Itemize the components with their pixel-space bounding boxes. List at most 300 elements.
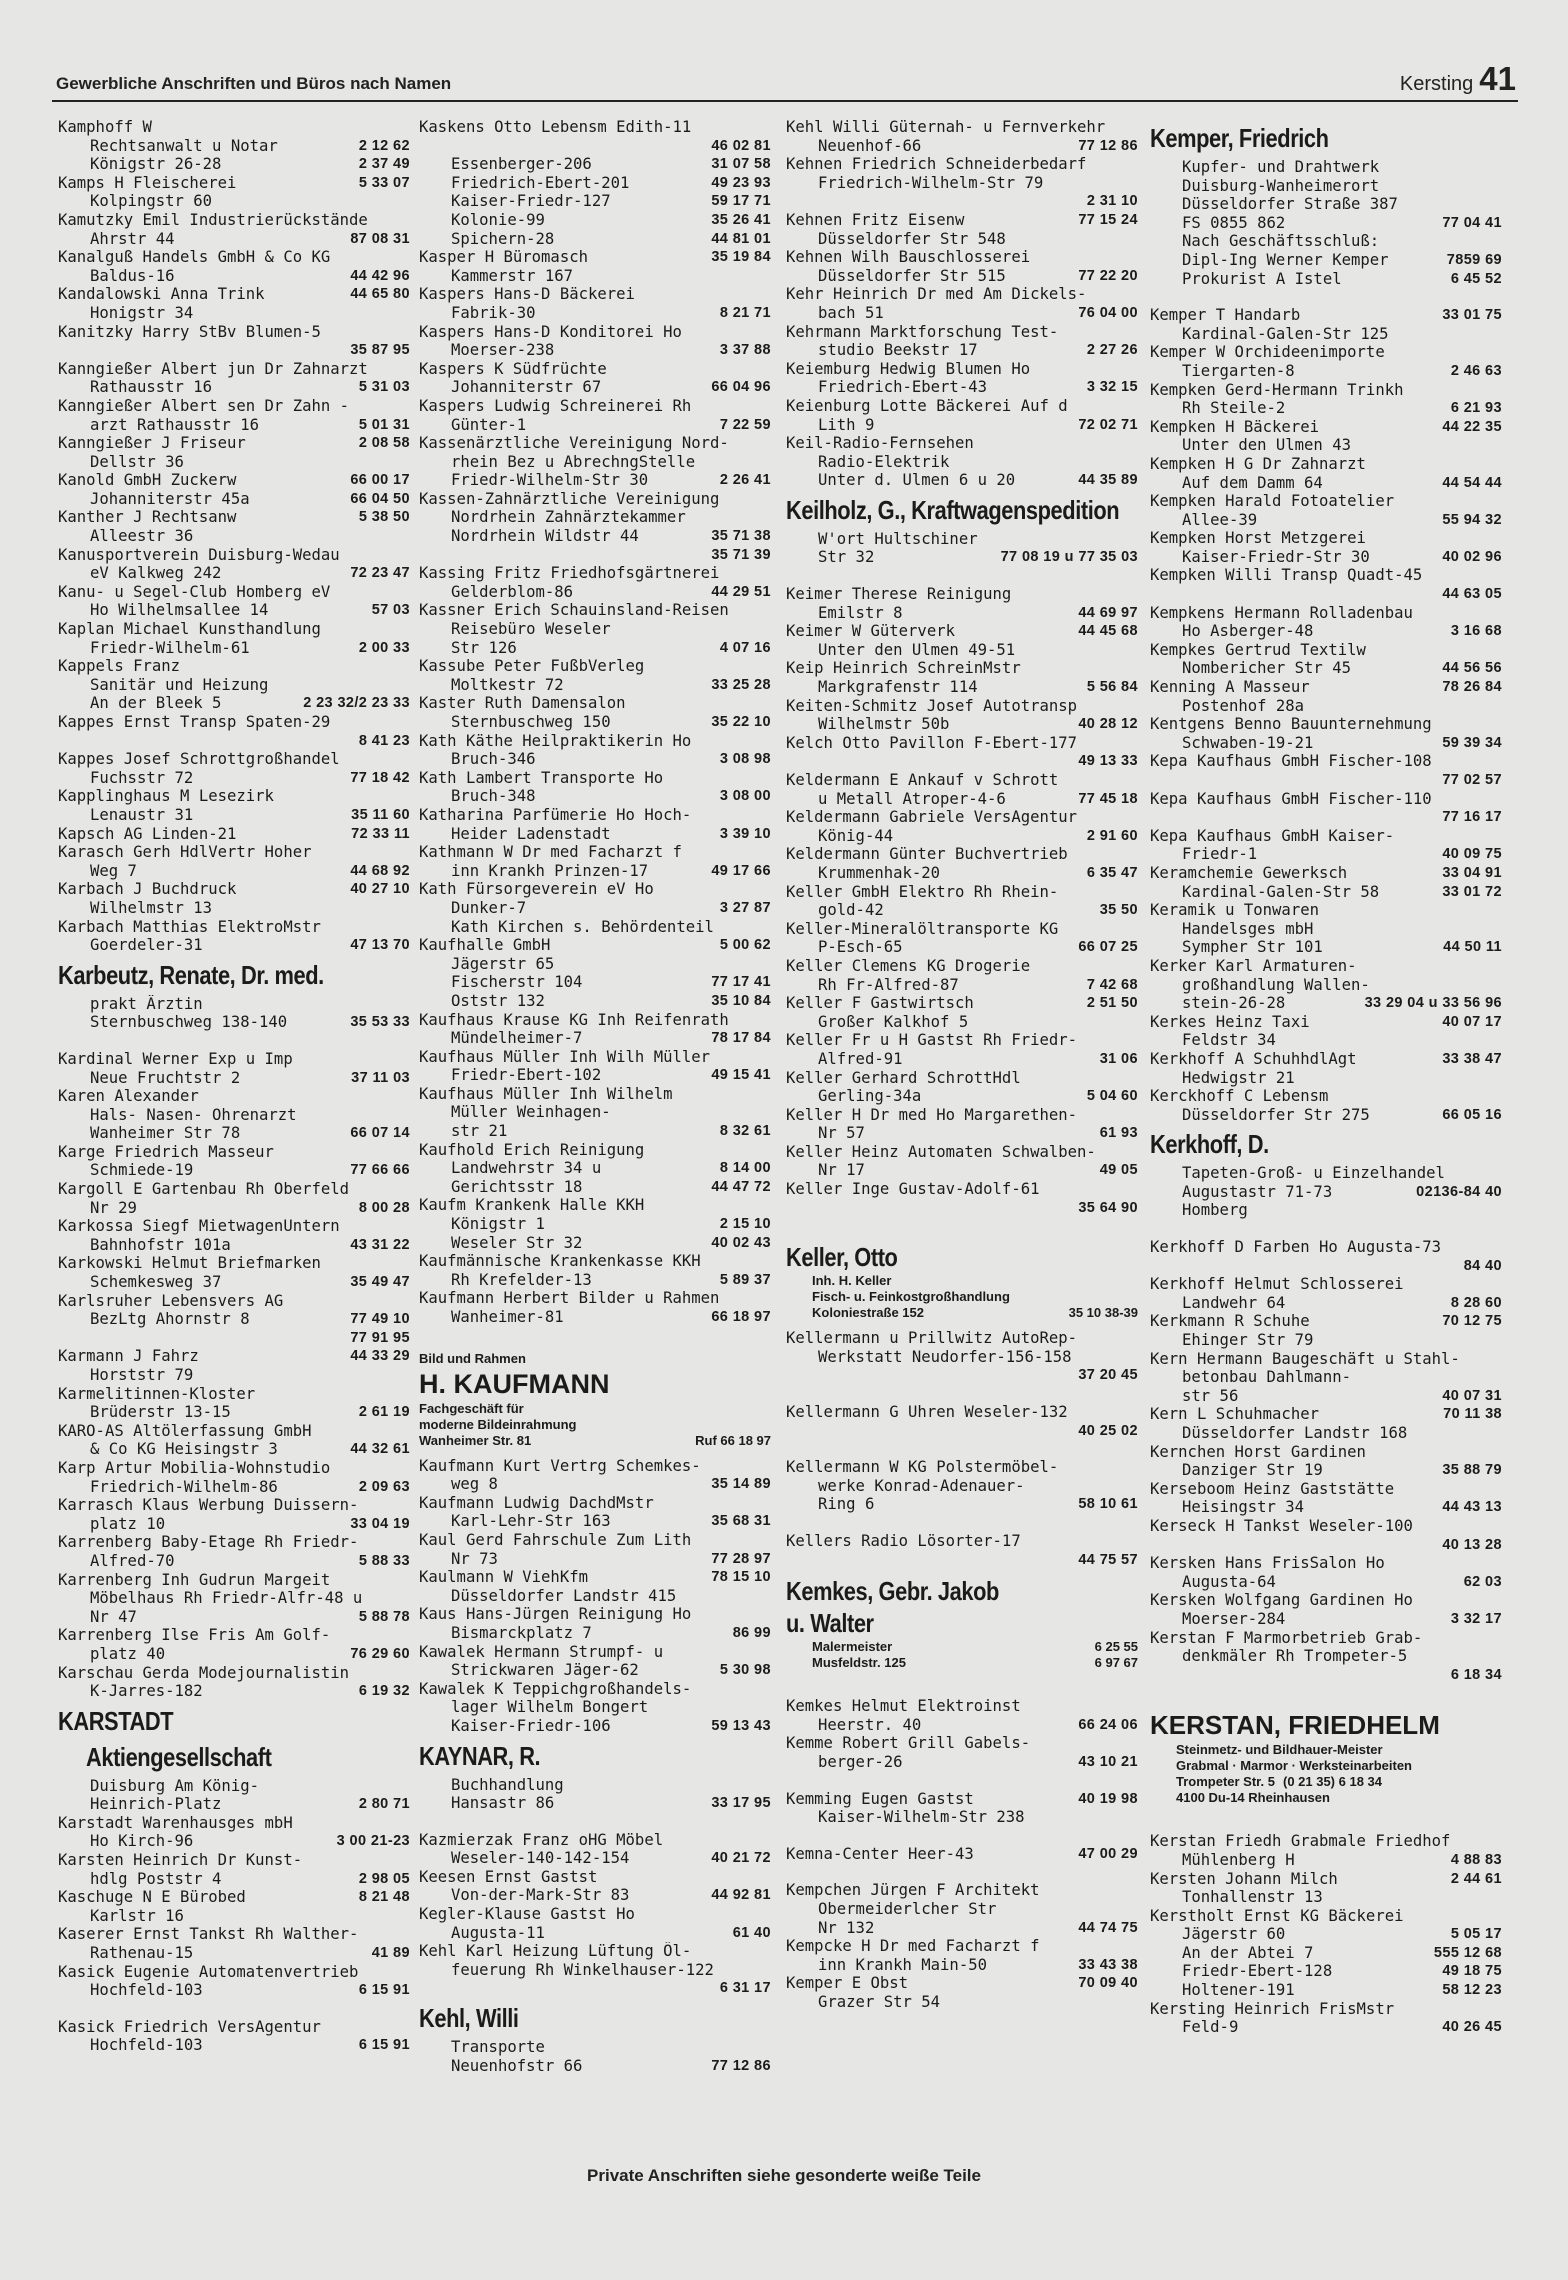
listing-text: Kasick Friedrich VersAgentur <box>58 2017 321 2036</box>
listing-entry <box>419 323 771 360</box>
listing-line <box>1150 1013 1502 1032</box>
listing-line <box>58 1199 410 1218</box>
spacer <box>1150 288 1502 306</box>
listing-line <box>419 1942 771 1961</box>
listing-text: Karl-Lehr-Str 163 <box>451 1512 611 1531</box>
listing-line <box>1150 1031 1502 1050</box>
listing-line <box>786 1919 1138 1938</box>
listing-entry <box>786 248 1138 285</box>
listing-text: Friedr-1 <box>1182 845 1258 864</box>
listing-line <box>419 750 771 769</box>
listing-text: Keller Fr u H Gastst Rh Friedr- <box>786 1031 1078 1050</box>
listing-text: Kaschuge N E Bürobed <box>58 1888 246 1907</box>
phone-number: 40 27 10 <box>350 881 410 898</box>
listing-text: Kemper T Handarb <box>1150 306 1301 325</box>
phone-number: 7859 69 <box>1446 251 1502 268</box>
listing-entry <box>1150 1238 1502 1275</box>
phone-number: 40 07 17 <box>1442 1013 1502 1030</box>
phone-number: 2 80 71 <box>358 1796 410 1813</box>
listing-text: Krummenhak-20 <box>818 863 941 882</box>
listing-line <box>419 1141 771 1160</box>
phone-number: 44 75 57 <box>1078 1551 1138 1568</box>
phone-number: 78 15 10 <box>711 1569 771 1586</box>
listing-text: Kellers Radio Lösorter-17 <box>786 1532 1021 1550</box>
column-3 <box>786 118 1138 2012</box>
listing-line <box>1150 1294 1502 1313</box>
phone-number: 59 39 34 <box>1442 734 1502 751</box>
listing-entry <box>58 750 410 787</box>
listing-line <box>58 1403 410 1422</box>
listing-text: Müller Weinhagen- <box>451 1103 611 1122</box>
listing-line <box>786 304 1138 323</box>
listing-text: Tonhallenstr 13 <box>1182 1888 1323 1907</box>
listing-line <box>58 713 410 732</box>
listing-line <box>58 285 410 304</box>
listing-text: Kamps H Fleischerei <box>58 173 237 192</box>
listing-text: Kassube Peter FußbVerleg <box>419 657 645 676</box>
listing-entry <box>1150 1907 1502 2000</box>
listing-line <box>786 548 1138 567</box>
listing-entry <box>786 155 1138 211</box>
listing-text <box>419 137 705 156</box>
listing-line <box>786 790 1138 809</box>
listing-line <box>419 843 771 862</box>
listing-entry <box>786 434 1138 490</box>
listing-entry <box>1150 1480 1502 1517</box>
listing-line <box>58 1310 410 1329</box>
listing-text: Keip Heinrich SchreinMstr <box>786 659 1021 678</box>
listing-entry <box>58 620 410 657</box>
listing-line <box>58 1814 410 1833</box>
listing-text: Brüderstr 13-15 <box>90 1403 231 1422</box>
listing-line <box>1150 771 1502 790</box>
listing-text: Kathmann W Dr med Facharzt f <box>419 843 682 862</box>
listing-text: Kawalek K Teppichgroßhandels- <box>419 1679 692 1698</box>
listing-text: Karasch Gerh HdlVertr Hoher <box>58 843 312 862</box>
advert-keller <box>786 1241 1138 1321</box>
listing-entry <box>1150 1013 1502 1050</box>
listing-line <box>58 1777 410 1796</box>
listing-text: Ho Wilhelmsallee 14 <box>90 601 269 620</box>
listing-text: Keimer Therese Reinigung <box>786 585 1012 604</box>
listing-line <box>1150 864 1502 883</box>
phone-number: 66 04 50 <box>350 490 410 507</box>
listing-text: Düsseldorfer Landstr 415 <box>451 1586 677 1605</box>
listing-line <box>419 471 771 490</box>
listing-text: Fuchsstr 72 <box>90 768 194 787</box>
header-section-title: Gewerbliche Anschriften und Büros nach Namen <box>56 74 452 93</box>
listing-text: Heisingstr 34 <box>1182 1498 1305 1517</box>
listing-line <box>786 155 1138 174</box>
listing-text: Lith 9 <box>818 415 875 434</box>
listing-line <box>786 137 1138 156</box>
listing-line <box>1150 1312 1502 1331</box>
listing-text: Mündelheimer-7 <box>451 1029 583 1048</box>
listing-entry <box>1150 1405 1502 1442</box>
phone-number: 33 38 47 <box>1442 1050 1502 1067</box>
listing-entry <box>1150 901 1502 957</box>
listing-line <box>1150 492 1502 511</box>
listing-text: Kargoll E Gartenbau Rh Oberfeld <box>58 1180 350 1199</box>
listing-line <box>58 657 410 676</box>
listing-entry <box>419 1942 771 1998</box>
phone-number: 46 02 81 <box>711 137 771 154</box>
phone-number: 2 91 60 <box>1086 827 1138 844</box>
listing-text: Kaplan Michael Kunsthandlung <box>58 620 321 639</box>
phone-number: 44 92 81 <box>711 1887 771 1904</box>
listing-text: Prokurist A Istel <box>1182 269 1342 288</box>
listing-line <box>786 1881 1138 1900</box>
phone-number: 2 27 26 <box>1086 342 1138 359</box>
listing-text: Kaufm Krankenk Halle KKH <box>419 1196 645 1215</box>
listing-entry <box>58 918 410 955</box>
listing-line <box>58 1459 410 1478</box>
listing-entry <box>1150 1312 1502 1349</box>
advert-address-row <box>786 1305 1138 1321</box>
listing-entry <box>1150 752 1502 789</box>
listing-line <box>1150 2018 1502 2037</box>
listing-line <box>786 1069 1138 1088</box>
phone-number: 3 00 21-23 <box>336 1833 410 1850</box>
listing-line <box>1150 1350 1502 1369</box>
listing-text: Bruch-348 <box>451 787 536 806</box>
listing-line <box>419 1234 771 1253</box>
listing-text: FS 0855 862 <box>1182 213 1286 232</box>
phone-number: 66 07 25 <box>1078 939 1138 956</box>
listing-text <box>786 1199 1072 1218</box>
listing-line <box>1150 1647 1502 1666</box>
listing-line <box>58 304 410 323</box>
listing-text: Kasick Eugenie Automatenvertrieb <box>58 1962 359 1981</box>
spacer <box>786 1440 1138 1458</box>
listing-entry <box>419 434 771 490</box>
listing-line <box>786 267 1138 286</box>
listing-entry <box>419 732 771 769</box>
listing-text: Obermeiderlcher Str <box>818 1899 997 1918</box>
listing-text: An der Abtei 7 <box>1182 1943 1314 1962</box>
listing-line <box>58 1645 410 1664</box>
advert-address: Trompeter Str. 5 <box>1176 1774 1275 1790</box>
listing-line <box>1150 808 1502 827</box>
listing-line <box>1150 251 1502 270</box>
phone-number: 40 02 96 <box>1442 548 1502 565</box>
listing-line <box>58 787 410 806</box>
phone-number: 77 45 18 <box>1078 790 1138 807</box>
listing-text: Kehnen Friedrich Schneiderbedarf <box>786 155 1087 174</box>
advert-phone: (0 21 35) 6 18 34 <box>1282 1774 1383 1790</box>
listing-line <box>419 230 771 249</box>
listing-line <box>419 1122 771 1141</box>
listing-text: Kardinal Werner Exp u Imp <box>58 1049 293 1068</box>
listing-line <box>786 622 1138 641</box>
listing-text: Allee-39 <box>1182 510 1258 529</box>
listing-line <box>1150 566 1502 585</box>
listing-text: Rathenau-15 <box>90 1944 194 1963</box>
listing-line <box>1150 1536 1502 1555</box>
listing-line <box>419 323 771 342</box>
listing-entry <box>786 1458 1138 1514</box>
listing-line <box>1150 678 1502 697</box>
listing-line <box>419 694 771 713</box>
listing-line <box>1150 195 1502 214</box>
listing-text: Kardinal-Galen-Str 125 <box>1182 324 1389 343</box>
listing-line <box>786 715 1138 734</box>
listing-entry <box>1150 343 1502 380</box>
listing-text: Kersting Heinrich FrisMstr <box>1150 1999 1395 2018</box>
listing-text: Kerstholt Ernst KG Bäckerei <box>1150 1906 1404 1925</box>
listing-text: Keldermann Gabriele VersAgentur <box>786 808 1078 827</box>
phone-number: 40 02 43 <box>711 1234 771 1251</box>
phone-number: 5 04 60 <box>1086 1088 1138 1105</box>
listing-text: Karbach Matthias ElektroMstr <box>58 917 321 936</box>
listing-text: Kegler-Klause Gastst Ho <box>419 1905 635 1924</box>
listing-text: Rh Fr-Alfred-87 <box>818 975 959 994</box>
listing-line <box>419 862 771 881</box>
listing-text: Wanheimer-81 <box>451 1308 564 1326</box>
listing-text: Keldermann Günter Buchvertrieb <box>786 845 1068 864</box>
listing-line <box>786 230 1138 249</box>
listing-entry <box>1150 418 1502 455</box>
phone-number: 5 33 07 <box>358 174 410 191</box>
listing-entry <box>419 601 771 657</box>
listing-entry <box>1150 306 1502 343</box>
phone-number: 66 00 17 <box>350 472 410 489</box>
listing-text: Nach Geschäftsschluß: <box>1182 232 1380 251</box>
listing-text <box>786 752 1072 771</box>
phone-number: 66 04 96 <box>711 379 771 396</box>
phone-number: 66 07 14 <box>350 1125 410 1142</box>
listing-line <box>419 825 771 844</box>
phone-number: 35 87 95 <box>350 342 410 359</box>
listing-entry <box>1150 641 1502 678</box>
listing-line <box>58 1963 410 1982</box>
listing-text: Friedr-Ebert-102 <box>451 1066 602 1085</box>
phone-number: 37 11 03 <box>351 1069 410 1086</box>
listing-text: W'ort Hultschiner <box>818 529 978 548</box>
listing-text: Tapeten-Groß- u Einzelhandel <box>1182 1164 1445 1183</box>
listing-line <box>419 583 771 602</box>
listing-line <box>58 1870 410 1889</box>
phone-number: 02136-84 40 <box>1416 1183 1502 1200</box>
phone-number: 31 06 <box>1099 1050 1138 1067</box>
listing-line <box>1150 1331 1502 1350</box>
listing-text: Keldermann E Ankauf v Schrott <box>786 771 1059 789</box>
phone-number: 44 54 44 <box>1442 474 1502 491</box>
listing-text: Neue Fruchtstr 2 <box>90 1068 241 1087</box>
listing-text: Homberg <box>1182 1201 1248 1220</box>
phone-number: 77 12 86 <box>1078 137 1138 154</box>
listing-entry <box>1150 864 1502 901</box>
listing-line <box>1150 1257 1502 1276</box>
listing-text: Karschau Gerda Modejournalistin <box>58 1663 350 1682</box>
listing-text <box>786 192 1081 211</box>
listing-entry <box>58 657 410 713</box>
listing-line <box>1150 399 1502 418</box>
listing-text <box>786 1366 1072 1385</box>
listing-line <box>58 527 410 546</box>
phone-number: 40 19 98 <box>1078 1790 1138 1807</box>
listing-entry <box>1150 1164 1502 1220</box>
listing-text: Kanngießer Albert sen Dr Zahn - <box>58 396 350 415</box>
listing-text: Neuenhof-66 <box>818 136 922 155</box>
phone-number: 8 21 48 <box>358 1889 410 1906</box>
listing-text: Kamphoff W <box>58 118 152 136</box>
listing-text: Düsseldorfer Straße 387 <box>1182 195 1398 214</box>
listing-line <box>419 1308 771 1327</box>
listing-line <box>786 1551 1138 1570</box>
listing-text: stein-26-28 <box>1182 994 1286 1013</box>
phone-number: 5 89 37 <box>719 1271 771 1288</box>
listing-entry <box>786 211 1138 248</box>
listing-text: Rh Krefelder-13 <box>451 1270 592 1289</box>
listing-entry <box>419 1680 771 1736</box>
listing-entry <box>786 323 1138 360</box>
phone-number: 44 68 92 <box>350 862 410 879</box>
listing-text: Kammerstr 167 <box>451 266 574 285</box>
listing-entry <box>1150 566 1502 603</box>
bold-listing-heading: KARSTADT <box>58 1705 174 1736</box>
listing-entry <box>1150 827 1502 864</box>
phone-number: 49 05 <box>1099 1162 1138 1179</box>
phone-number: 76 04 00 <box>1078 304 1138 321</box>
listing-text: Moerser-238 <box>451 341 555 360</box>
advert-line: Grabmal · Marmor · Werksteinarbeiten <box>1176 1758 1412 1774</box>
listing-entry <box>786 1881 1138 1937</box>
listing-line <box>1150 1238 1502 1257</box>
listing-line <box>419 1085 771 1104</box>
listing-text <box>58 732 353 751</box>
listing-text: Feld-9 <box>1182 2018 1239 2037</box>
phone-number: 44 47 72 <box>711 1178 771 1195</box>
listing-text: Sympher Str 101 <box>1182 938 1323 957</box>
listing-line <box>58 434 410 453</box>
listing-line <box>58 1292 410 1311</box>
listing-line <box>1150 1069 1502 1088</box>
listing-line <box>419 657 771 676</box>
listing-text: Kentgens Benno Bauunternehmung <box>1150 715 1432 734</box>
listing-text: Auf dem Damm 64 <box>1182 473 1323 492</box>
listing-text: Karrenberg Inh Gudrun Margeit <box>58 1570 331 1589</box>
phone-number: 2 61 19 <box>358 1404 410 1421</box>
listing-text: Weseler-140-142-154 <box>451 1849 630 1868</box>
phone-number: 5 38 50 <box>358 509 410 526</box>
listing-entry <box>58 1533 410 1570</box>
listing-text: Rh Steile-2 <box>1182 399 1286 418</box>
listing-line <box>1150 158 1502 177</box>
listing-line <box>58 825 410 844</box>
listing-text: Kaufhold Erich Reinigung <box>419 1140 645 1159</box>
listing-text: Kanngießer Albert jun Dr Zahnarzt <box>58 359 368 378</box>
listing-line <box>1150 511 1502 530</box>
listing-line <box>786 697 1138 716</box>
listing-entry <box>58 1143 410 1180</box>
phone-number: 44 42 96 <box>350 267 410 284</box>
listing-line <box>419 434 771 453</box>
listing-entry <box>419 769 771 806</box>
listing-text <box>1150 771 1436 790</box>
listing-text: Königstr 26-28 <box>90 155 222 174</box>
listing-entry <box>419 155 771 248</box>
listing-text: gold-42 <box>818 901 884 920</box>
phone-number: 77 16 17 <box>1442 809 1502 826</box>
listing-text <box>1150 1666 1445 1685</box>
listing-line <box>419 1698 771 1717</box>
listing-text: Günter-1 <box>451 415 527 434</box>
listing-text: Kerkmann R Schuhe <box>1150 1312 1310 1331</box>
advert-line: moderne Bildeinrahmung <box>419 1416 577 1432</box>
advert-line: 4100 Du-14 Rheinhausen <box>1176 1790 1330 1806</box>
phone-number: 40 13 28 <box>1442 1536 1502 1553</box>
listing-text: Kanold GmbH Zuckerw <box>58 471 237 490</box>
listing-line <box>786 1808 1138 1827</box>
listing-text: Duisburg-Wanheimerort <box>1182 176 1380 195</box>
listing-text <box>58 341 344 360</box>
listing-line <box>419 1587 771 1606</box>
listing-text <box>58 1329 344 1348</box>
listing-text: Ho Kirch-96 <box>90 1832 194 1851</box>
listing-text: Keller F Gastwirtsch <box>786 994 974 1013</box>
listing-text: studio Beekstr 17 <box>818 341 978 360</box>
listing-entry <box>419 657 771 694</box>
listing-line <box>419 490 771 509</box>
listing-line <box>58 416 410 435</box>
listing-text: Kempken H G Dr Zahnarzt <box>1150 454 1366 473</box>
listing-line <box>786 1458 1138 1477</box>
bold-listing-heading: Keilholz, G., Kraftwagenspedition <box>786 494 1120 525</box>
listing-line <box>58 1944 410 1963</box>
listing-entry <box>419 843 771 880</box>
phone-number: 43 10 21 <box>1078 1753 1138 1770</box>
listing-line <box>1150 1498 1502 1517</box>
listing-line <box>1150 1610 1502 1629</box>
listing-text: Ahrstr 44 <box>90 229 175 248</box>
listing-text: Keiten-Schmitz Josef Autotransp <box>786 696 1078 715</box>
listing-text: Kapplinghaus M Lesezirk <box>58 787 274 806</box>
listing-line <box>786 1716 1138 1735</box>
listing-text: P-Esch-65 <box>818 938 903 957</box>
listing-text: Postenhof 28a <box>1182 696 1305 715</box>
listing-line <box>58 1143 410 1162</box>
listing-line <box>58 769 410 788</box>
phone-number: 5 31 03 <box>358 379 410 396</box>
listing-entry <box>58 323 410 360</box>
listing-line <box>1150 436 1502 455</box>
phone-number: 35 11 60 <box>351 806 410 823</box>
listing-line <box>786 1753 1138 1772</box>
listing-text: Düsseldorfer Str 548 <box>818 229 1006 248</box>
listing-line <box>58 341 410 360</box>
listing-text: Friedr-Ebert-128 <box>1182 1962 1333 1981</box>
phone-number: 2 46 63 <box>1450 362 1502 379</box>
listing-text: Kern Hermann Baugeschäft u Stahl- <box>1150 1349 1460 1368</box>
listing-line <box>1150 1554 1502 1573</box>
listing-line <box>58 1832 410 1851</box>
listing-line <box>58 1589 410 1608</box>
listing-text: Karlstr 16 <box>90 1906 184 1925</box>
spacer <box>786 1514 1138 1532</box>
listing-line <box>786 1199 1138 1218</box>
listing-line <box>419 1886 771 1905</box>
listing-line <box>58 806 410 825</box>
listing-text: Kellermann G Uhren Weseler-132 <box>786 1403 1068 1422</box>
listing-line <box>786 734 1138 753</box>
listing-line <box>58 1664 410 1683</box>
phone-number: 40 28 12 <box>1078 716 1138 733</box>
listing-entry <box>419 1605 771 1642</box>
phone-number: 6 21 93 <box>1450 400 1502 417</box>
listing-text: Weg 7 <box>90 861 137 880</box>
listing-line <box>1150 381 1502 400</box>
